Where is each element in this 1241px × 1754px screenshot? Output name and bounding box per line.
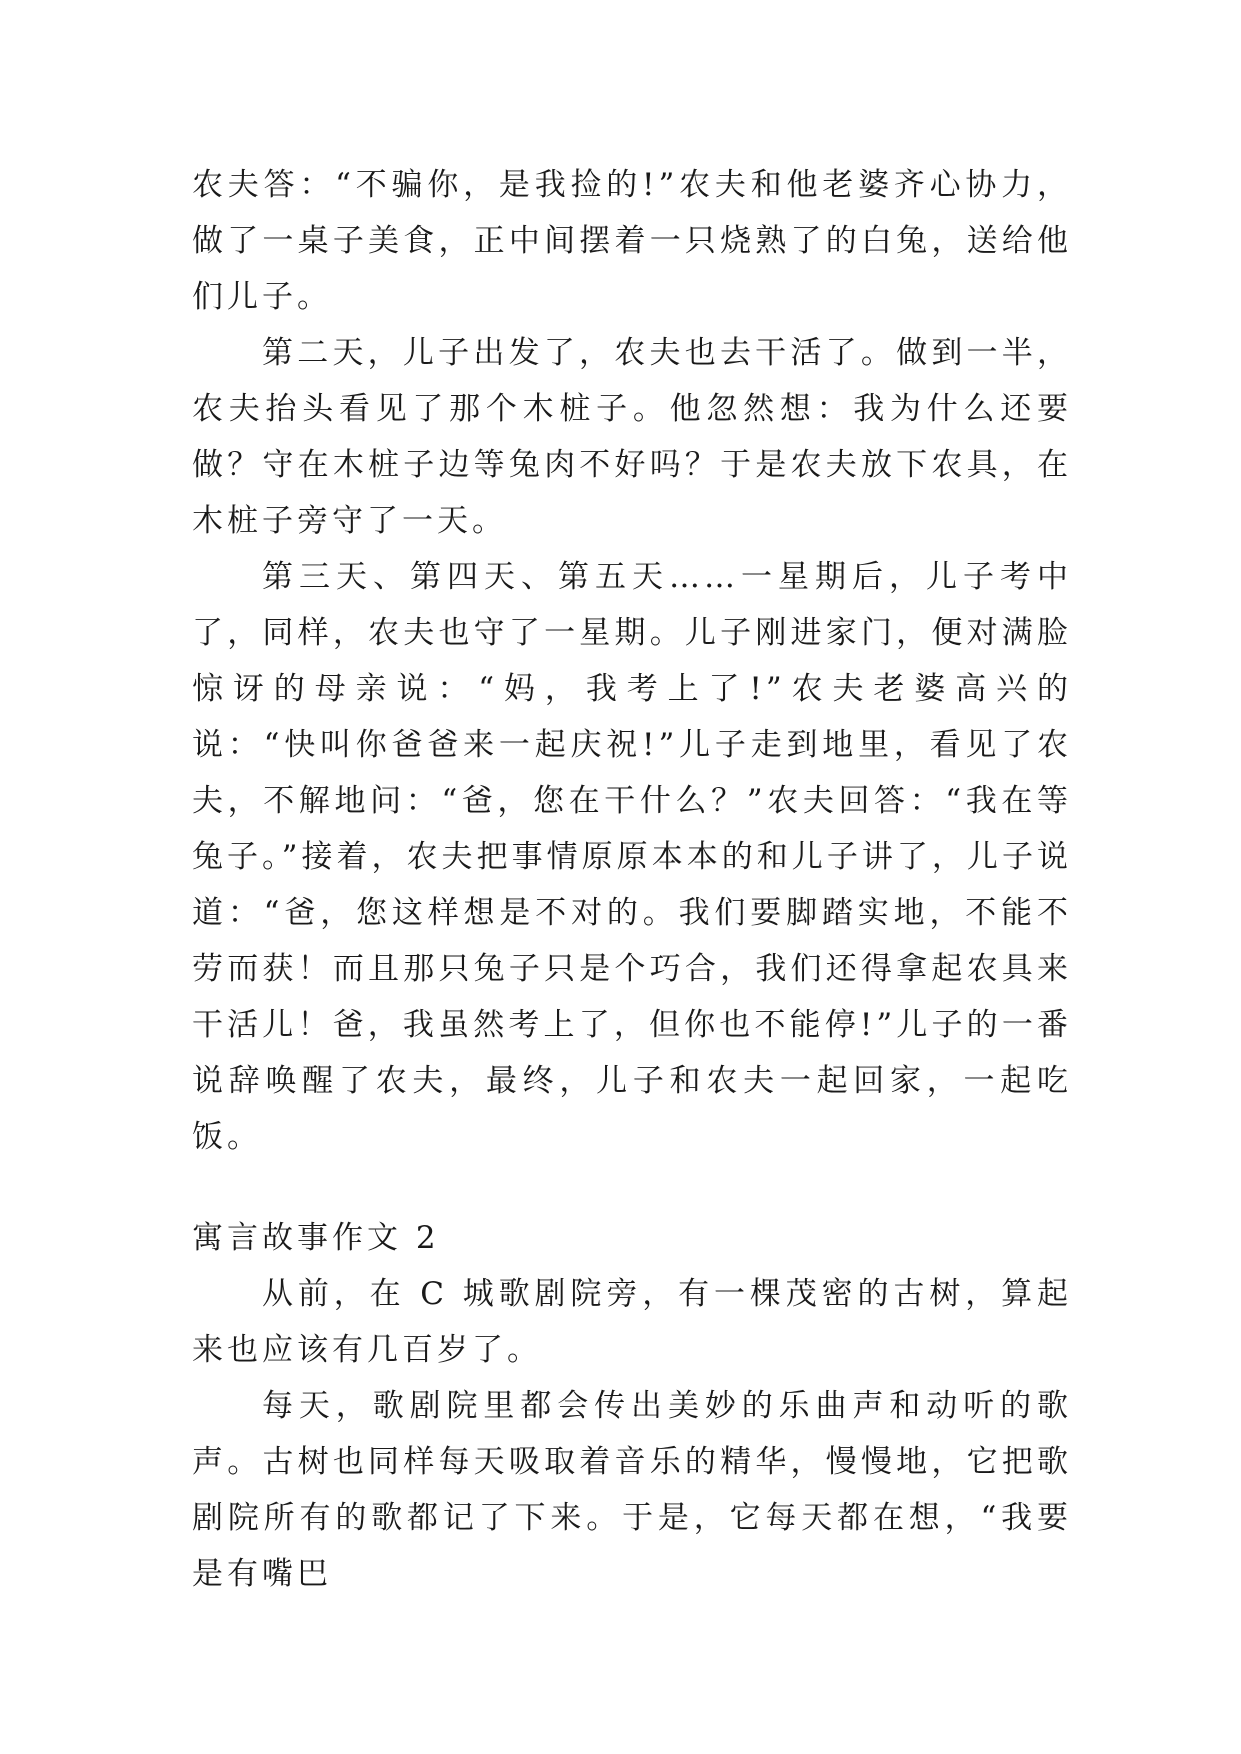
story1-paragraph-1: 农夫答：“不骗你，是我捡的!”农夫和他老婆齐心协力，做了一桌子美食，正中间摆着一只烧熟了的白兔，送给他们儿子。 [192,167,1072,315]
story1-paragraph-3: 第三天、第四天、第五天……一星期后，儿子考中了，同样，农夫也守了一星期。儿子刚进家门，便对满脸惊讶的母亲说：“妈，我考上了!”农夫老婆高兴的说：“快叫你爸爸来一起庆祝!”儿子走到地里，看见了农夫，不解地问：“爸，您在干什么？”农夫回答：“我在等兔子。”接着，农夫把事情原原本本的和儿子讲了，儿子说道：“爸，您这样想是不对的。我们要脚踏实地，不能不劳而获！而且那只兔子只是个巧合，我们还得拿起农具来干活儿！爸，我虽然考上了，但你也不能停!”儿子的一番说辞唤醒了农夫，最终，儿子和农夫一起回家，一起吃饭。 [192,559,1072,1155]
document-body [192,157,1072,1602]
story1-paragraph-2: 第二天，儿子出发了，农夫也去干活了。做到一半，农夫抬头看见了那个木桩子。他忽然想：我为什么还要做？守在木桩子边等兔肉不好吗？于是农夫放下农具，在木桩子旁守了一天。 [192,335,1072,539]
section-spacer [192,1165,1072,1210]
story2-paragraph-1: 从前，在 C 城歌剧院旁，有一棵茂密的古树，算起来也应该有几百岁了。 [192,1276,1072,1368]
story2-paragraph-2: 每天，歌剧院里都会传出美妙的乐曲声和动听的歌声。古树也同样每天吸取着音乐的精华，慢慢地，它把歌剧院所有的歌都记了下来。于是，它每天都在想，“我要是有嘴巴 [192,1388,1072,1592]
story2-title: 寓言故事作文 2 [192,1220,440,1256]
